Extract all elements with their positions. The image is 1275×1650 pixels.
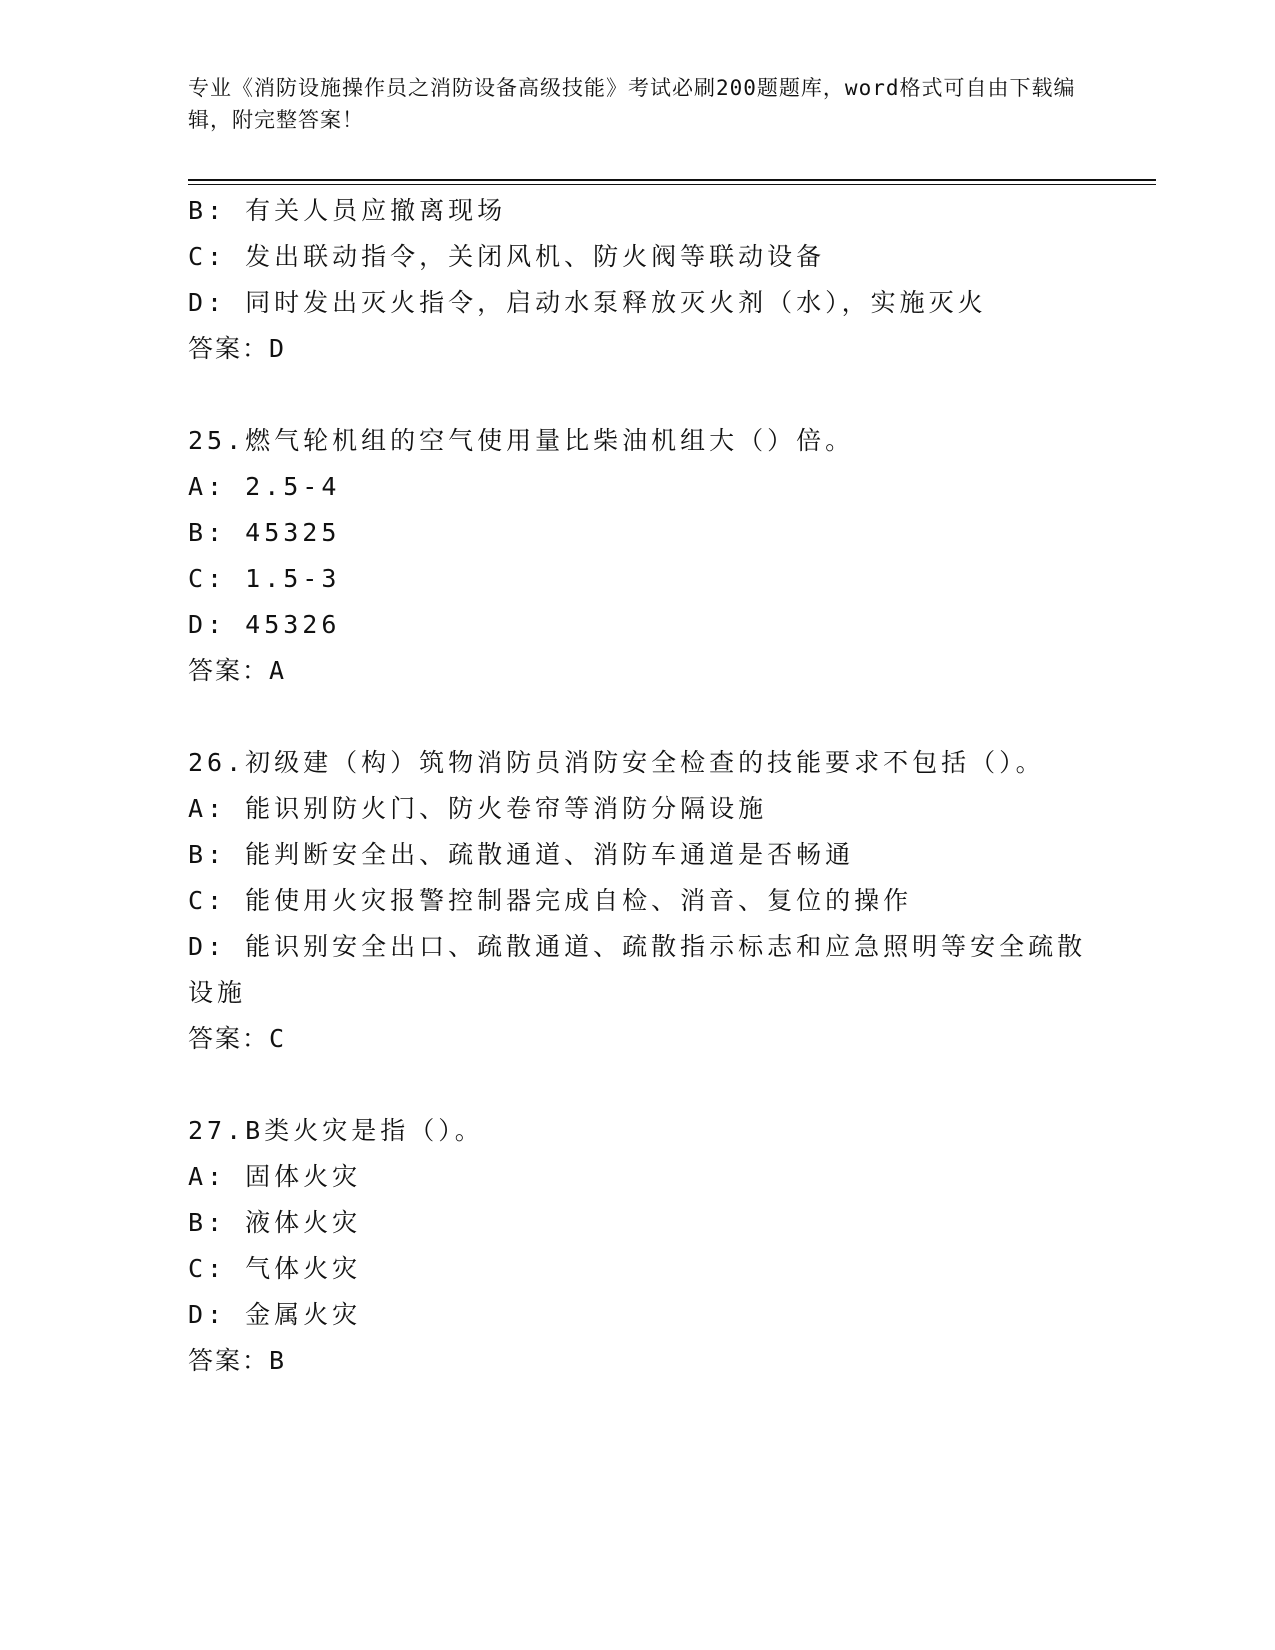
- option-a: A: 2.5-4: [188, 472, 341, 501]
- document-header: 专业《消防设施操作员之消防设备高级技能》考试必刷200题题库，word格式可自由下载编辑，附完整答案！: [188, 76, 1076, 132]
- option-d: D: 同时发出灭火指令，启动水泵释放灭火剂（水），实施灭火: [188, 288, 987, 317]
- answer: 答案：C: [188, 1024, 287, 1053]
- answer: 答案：B: [188, 1346, 287, 1375]
- option-b: B: 45325: [188, 518, 341, 547]
- option-a: A: 固体火灾: [188, 1162, 362, 1191]
- answer: 答案：D: [188, 334, 287, 363]
- option-d: D: 45326: [188, 610, 341, 639]
- option-a: A: 能识别防火门、防火卷帘等消防分隔设施: [188, 794, 768, 823]
- option-c: C: 气体火灾: [188, 1254, 362, 1283]
- header-rule-thick: [188, 179, 1156, 181]
- question-27: [188, 1108, 1088, 1384]
- question-26: [188, 740, 1088, 1062]
- option-b: B: 有关人员应撤离现场: [188, 196, 507, 225]
- question-text: 27.B类火灾是指（）。: [188, 1116, 484, 1145]
- option-c: C: 发出联动指令，关闭风机、防火阀等联动设备: [188, 242, 826, 271]
- question-25: [188, 418, 1088, 694]
- question-24-continued: [188, 188, 1088, 372]
- question-list: [188, 188, 1088, 1384]
- question-text: 26.初级建（构）筑物消防员消防安全检查的技能要求不包括（）。: [188, 748, 1045, 777]
- header-rule-thin: [188, 184, 1156, 185]
- option-b: B: 能判断安全出、疏散通道、消防车通道是否畅通: [188, 840, 855, 869]
- option-b: B: 液体火灾: [188, 1208, 362, 1237]
- option-c: C: 能使用火灾报警控制器完成自检、消音、复位的操作: [188, 886, 913, 915]
- option-d: D: 能识别安全出口、疏散通道、疏散指示标志和应急照明等安全疏散设施: [188, 932, 1087, 1007]
- question-text: 25.燃气轮机组的空气使用量比柴油机组大（）倍。: [188, 426, 855, 455]
- option-c: C: 1.5-3: [188, 564, 341, 593]
- option-d: D: 金属火灾: [188, 1300, 362, 1329]
- answer: 答案：A: [188, 656, 287, 685]
